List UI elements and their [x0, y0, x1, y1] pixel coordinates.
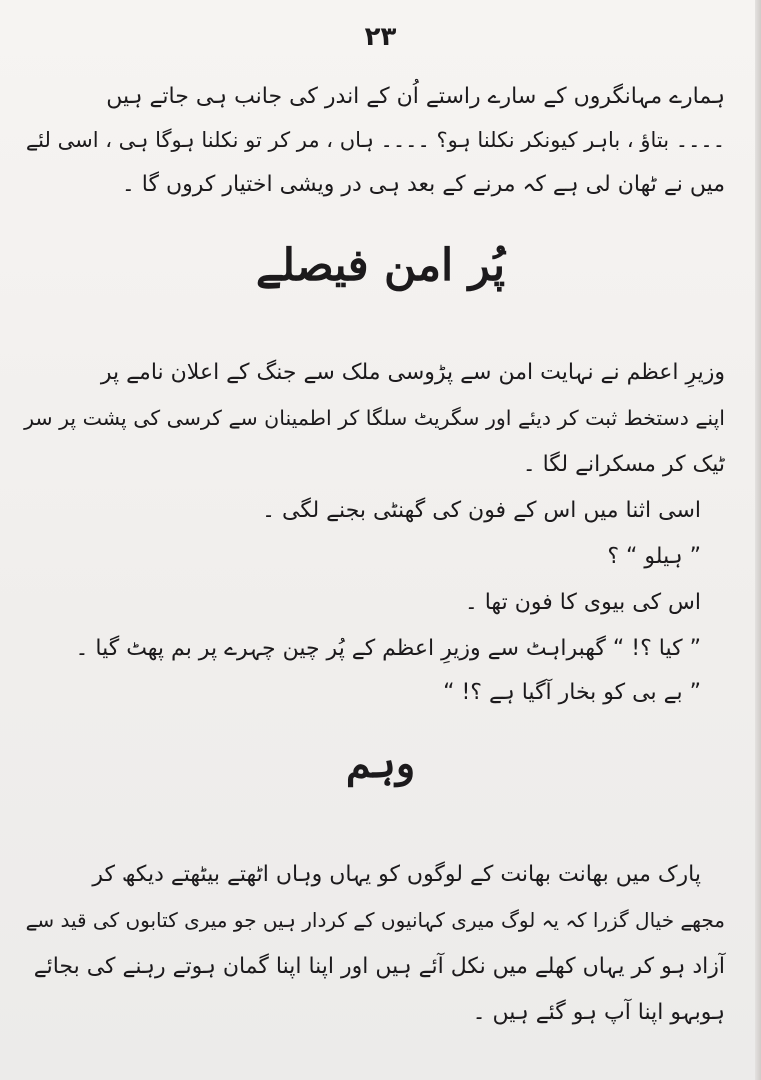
story-1-line-4: اسی اثنا میں اس کے فون کی گھنٹی بجنے لگی ۔: [262, 498, 701, 523]
story-title-waham: وہم: [345, 740, 416, 787]
story-1-line-3: ٹیک کر مسکرانے لگا ۔: [522, 452, 725, 477]
story-end-line-1: ہمارے مہانگروں کے سارے راستے اُن کے اندر کی جانب ہی جاتے ہیں: [106, 84, 725, 109]
story-1-line-5: ” ہیلو “ ؟: [607, 544, 701, 569]
story-2-line-3: آزاد ہو کر یہاں کھلے میں نکل آئے ہیں اور اپنا اپنا گمان ہوتے رہنے کی بجائے: [33, 954, 725, 979]
page-number: ۲۳: [364, 22, 397, 52]
story-end-line-3: میں نے ٹھان لی ہے کہ مرنے کے بعد ہی در ویشی اختیار کروں گا ۔: [121, 172, 725, 197]
story-1-line-1: وزیرِ اعظم نے نہایت امن سے پڑوسی ملک سے جنگ کے اعلان نامے پر: [100, 360, 725, 385]
story-2-line-4: ہوبہو اپنا آپ ہو گئے ہیں ۔: [472, 1000, 725, 1025]
story-1-line-6: اس کی بیوی کا فون تھا ۔: [464, 590, 701, 615]
story-end-line-2: ۔۔۔۔ بتاؤ ، باہر کیونکر نکلنا ہو؟ ۔۔۔۔ ہاں ، مر کر تو نکلنا ہوگا ہی ، اسی لئے: [25, 128, 725, 152]
page-edge: [755, 0, 761, 1080]
story-title-pur-aman-faisle: پُر امن فیصلے: [255, 240, 506, 291]
story-1-line-2: اپنے دستخط ثبت کر دیئے اور سگریٹ سلگا کر اطمینان سے کرسی کی پشت پر سر: [24, 406, 725, 430]
story-2-line-2: مجھے خیال گزرا کہ یہ لوگ میری کہانیوں کے کردار ہیں جو میری کتابوں کی قید سے: [25, 908, 725, 932]
story-2-line-1: پارک میں بھانت بھانت کے لوگوں کو یہاں وہاں اٹھتے بیٹھتے دیکھ کر: [92, 862, 701, 887]
story-1-line-7: ” کیا ؟! “ گھبراہٹ سے وزیرِ اعظم کے پُر چین چہرے پر بم پھٹ گیا ۔: [75, 636, 701, 661]
story-1-line-8: ” بے بی کو بخار آگیا ہے ؟! “: [443, 680, 701, 705]
